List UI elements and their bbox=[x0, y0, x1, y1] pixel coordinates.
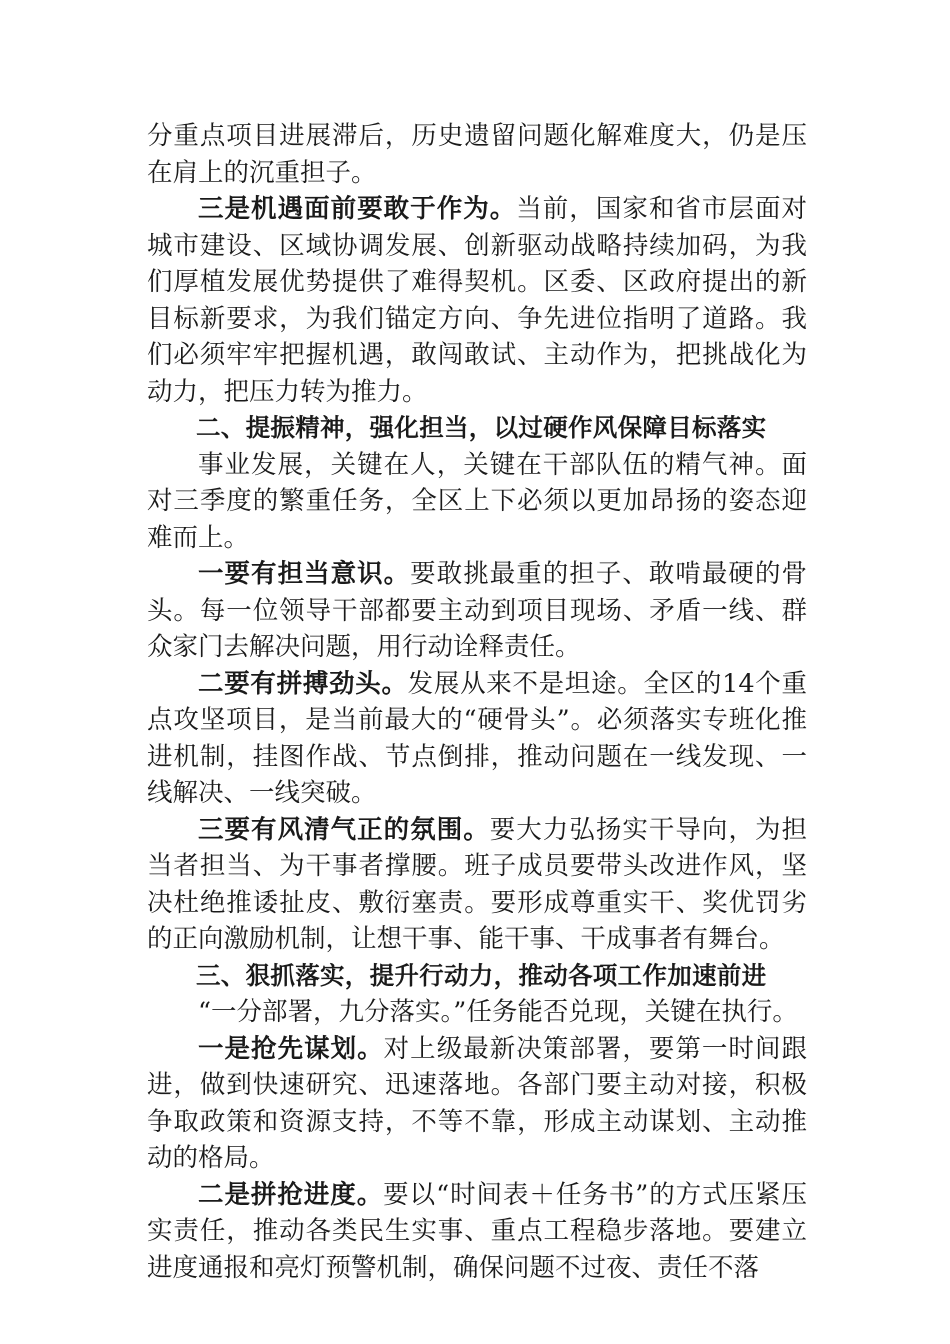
paragraph-progress bbox=[147, 1177, 807, 1287]
paragraph-text: “一分部署，九分落实。”任务能否兑现，关键在执行。 bbox=[198, 997, 798, 1027]
paragraph-text: 对上级最新决策部署，要第一时间跟进，做到快速研究、迅速落地。各部门要主动对接，积极争取政策和资源支持，不等不靠，形成主动谋划、主动推动的格局。 bbox=[147, 1033, 807, 1173]
paragraph-text: 当前，国家和省市层面对城市建设、区域协调发展、创新驱动战略持续加码，为我们厚植发展优势提供了难得契机。区委、区政府提出的新目标新要求，为我们锚定方向、争先进位指明了道路。我们必须牢牢把握机遇，敢闯敢试、主动作为，把挑战化为动力，把压力转为推力。 bbox=[147, 194, 807, 407]
paragraph-text: 要敢挑最重的担子、敢啃最硬的骨头。每一位领导干部都要主动到项目现场、矛盾一线、群众家门去解决问题，用行动诠释责任。 bbox=[147, 559, 807, 662]
paragraph-lead: 一要有担当意识。 bbox=[198, 559, 411, 589]
paragraph-striving bbox=[147, 666, 807, 812]
paragraph-lead: 一是抢先谋划。 bbox=[198, 1033, 384, 1064]
paragraph-planning bbox=[147, 1031, 807, 1177]
paragraph-text: 事业发展，关键在人，关键在干部队伍的精气神。面对三季度的繁重任务，全区上下必须以更加昂扬的姿态迎难而上。 bbox=[147, 449, 807, 553]
paragraph-lead: 三要有风清气正的氛围。 bbox=[198, 814, 490, 845]
section-heading-2: 二、提振精神，强化担当，以过硬作风保障目标落实 bbox=[196, 413, 767, 442]
paragraph-opportunity bbox=[147, 191, 807, 410]
paragraph-continuation bbox=[147, 118, 807, 191]
paragraph-intro-3 bbox=[147, 994, 807, 1031]
paragraph-lead: 三是机遇面前要敢于作为。 bbox=[198, 194, 517, 224]
paragraph-responsibility bbox=[147, 556, 807, 666]
paragraph-atmosphere bbox=[147, 812, 807, 958]
paragraph-text: 发展从来不是坦途。全区的14个重点攻坚项目，是当前最大的“硬骨头”。必须落实专班化推进机制，挂图作战、节点倒排，推动问题在一线发现、一线解决、一线突破。 bbox=[147, 668, 807, 808]
paragraph-lead: 二是拼抢进度。 bbox=[198, 1179, 384, 1210]
paragraph-lead: 二要有拼搏劲头。 bbox=[198, 668, 408, 699]
section-heading-3: 三、狠抓落实，提升行动力，推动各项工作加速前进 bbox=[196, 960, 767, 990]
paragraph-text: 要大力弘扬实干导向，为担当者担当、为干事者撑腰。班子成员要带头改进作风，坚决杜绝推诿扯皮、敷衍塞责。要形成尊重实干、奖优罚劣的正向激励机制，让想干事、能干事、干成事者有舞台。 bbox=[147, 814, 807, 954]
document-page bbox=[147, 118, 807, 1286]
paragraph-text: 要以“时间表＋任务书”的方式压紧压实责任，推动各类民生实事、重点工程稳步落地。要建立进度通报和亮灯预警机制，确保问题不过夜、责任不落 bbox=[147, 1179, 807, 1283]
paragraph-text: 分重点项目进展滞后，历史遗留问题化解难度大，仍是压在肩上的沉重担子。 bbox=[147, 121, 807, 188]
paragraph-intro-2 bbox=[147, 447, 807, 557]
